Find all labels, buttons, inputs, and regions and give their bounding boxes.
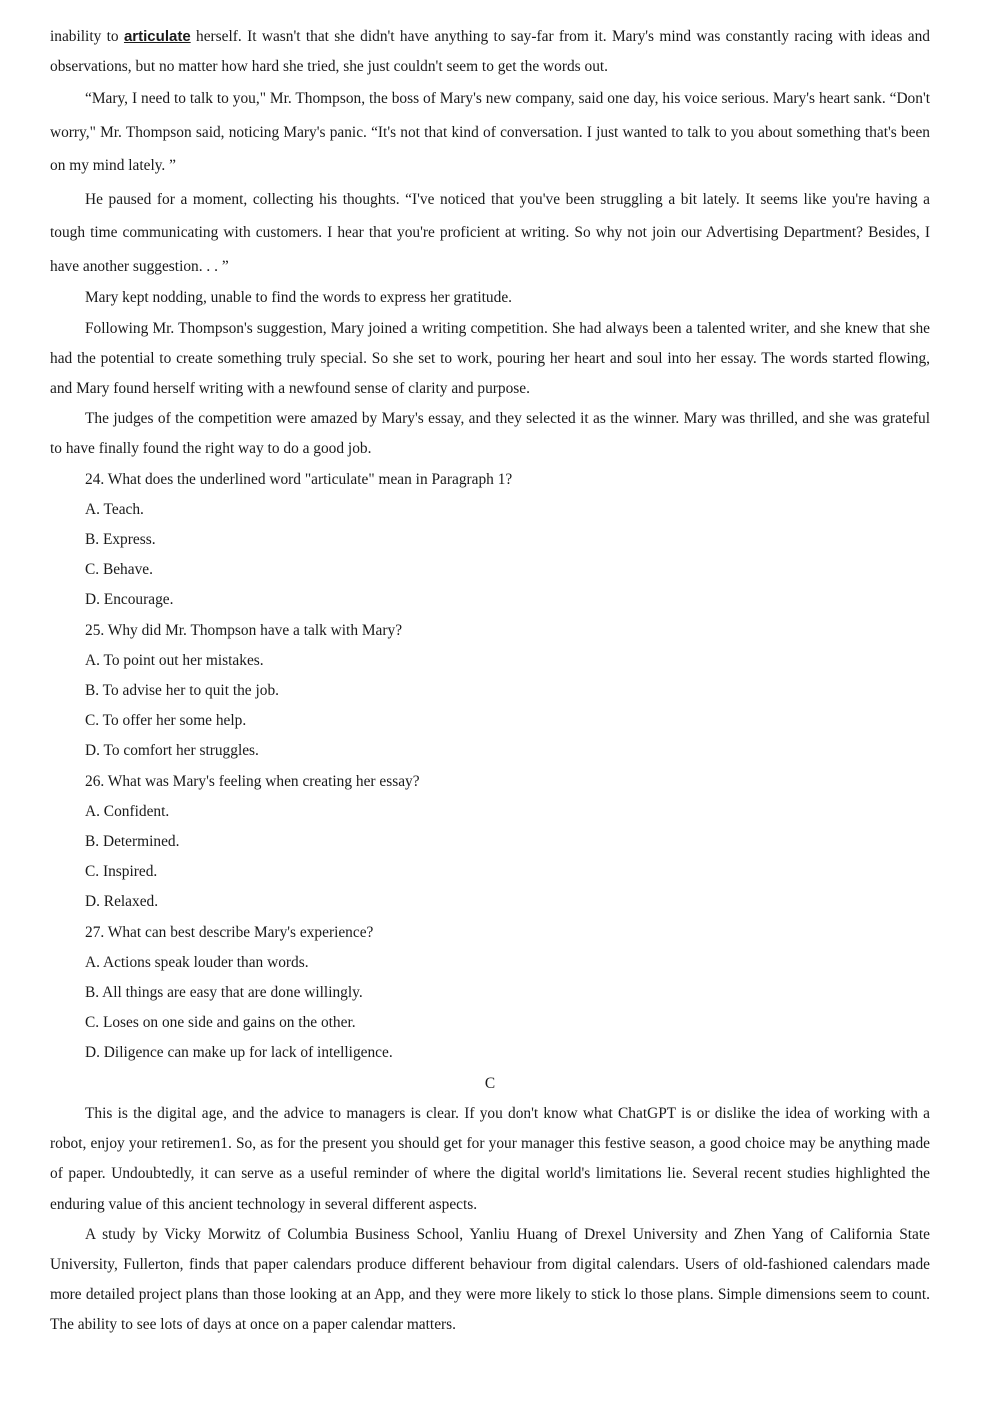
paragraph-1-text-before: inability to xyxy=(50,28,124,45)
passage-b-paragraph-2: “Mary, I need to talk to you," Mr. Thompson, the boss of Mary's new company, said one day, his voice serious. Mary's heart sank. “Don't worry," Mr. Thompson said, noticing Mary's panic. “It's not that kind of conversation. I just wanted to talk to you about something that's been on my mind lately. ” xyxy=(50,90,930,175)
question-25 xyxy=(50,616,930,767)
option-d: D. Encourage. xyxy=(85,591,174,609)
option-b: B. Express. xyxy=(85,531,156,549)
option-a: A. Teach. xyxy=(85,500,144,518)
document-page xyxy=(50,22,930,1341)
question-24 xyxy=(50,465,930,616)
option-a: A. Confident. xyxy=(85,802,170,820)
passage-b-paragraph-5: Following Mr. Thompson's suggestion, Mary joined a writing competition. She had always been a talented writer, and she knew that she had the potential to create something truly special. So she set to work, pouring her heart and soul into her essay. The words started flowing, and Mary found herself writing with a newfound sense of clarity and purpose. xyxy=(50,319,930,398)
option-c: C. Loses on one side and gains on the other. xyxy=(85,1014,356,1032)
passage-b-paragraph-1 xyxy=(50,22,930,82)
section-c-paragraph-2: A study by Vicky Morwitz of Columbia Business School, Yanliu Huang of Drexel University and Zhen Yang of California State University, Fullerton, finds that paper calendars produce different behaviour from digital calendars. Users of old-fashioned calendars made more detailed project plans than those looking at an App, and they were more likely to stick lo those plans. Simple dimensions seem to count. The ability to see lots of days at once on a paper calendar matters. xyxy=(50,1225,930,1334)
paragraph-1-text-after: herself. It wasn't that she didn't have anything to say-far from it. Mary's mind was constantly racing with ideas and observations, but no matter how hard she tried, she just couldn't seem to get the words out. xyxy=(50,28,930,76)
option-d: D. To comfort her struggles. xyxy=(85,742,259,760)
option-b: B. All things are easy that are done willingly. xyxy=(85,984,363,1002)
question-stem: 26. What was Mary's feeling when creating her essay? xyxy=(85,772,420,790)
question-27 xyxy=(50,918,930,1069)
option-d: D. Diligence can make up for lack of intelligence. xyxy=(85,1044,393,1062)
underlined-word: articulate xyxy=(123,28,191,45)
option-c: C. Inspired. xyxy=(85,863,158,881)
passage-b-paragraph-4: Mary kept nodding, unable to find the words to express her gratitude. xyxy=(85,289,512,307)
option-b: B. To advise her to quit the job. xyxy=(85,682,279,700)
option-a: A. Actions speak louder than words. xyxy=(85,953,309,971)
option-a: A. To point out her mistakes. xyxy=(85,651,264,669)
question-stem: 24. What does the underlined word "articulate" mean in Paragraph 1? xyxy=(85,470,513,488)
option-b: B. Determined. xyxy=(85,833,180,851)
passage-b-paragraph-3: He paused for a moment, collecting his thoughts. “I've noticed that you've been struggling a bit lately. It seems like you're having a tough time communicating with customers. I hear that you're proficient at writing. So why not join our Advertising Department? Besides, I have another suggestion. . . ” xyxy=(50,190,930,275)
option-c: C. To offer her some help. xyxy=(85,712,247,730)
passage-b-paragraph-6: The judges of the competition were amazed by Mary's essay, and they selected it as the winner. Mary was thrilled, and she was grateful to have finally found the right way to do a good job. xyxy=(50,410,930,458)
section-c-heading: C xyxy=(484,1074,496,1092)
option-c: C. Behave. xyxy=(85,561,153,579)
question-26 xyxy=(50,767,930,918)
question-stem: 27. What can best describe Mary's experience? xyxy=(85,923,374,941)
option-d: D. Relaxed. xyxy=(85,893,159,911)
section-c-paragraph-1: This is the digital age, and the advice to managers is clear. If you don't know what ChatGPT is or dislike the idea of working with a robot, enjoy your retiremen1. So, as for the present you should get for your manager this festive season, a good choice may be anything made of paper. Undoubtedly, it can serve as a useful reminder of where the digital world's limitations lie. Several recent studies highlighted the enduring value of this ancient technology in several different aspects. xyxy=(50,1104,930,1213)
question-stem: 25. Why did Mr. Thompson have a talk with Mary? xyxy=(85,621,403,639)
